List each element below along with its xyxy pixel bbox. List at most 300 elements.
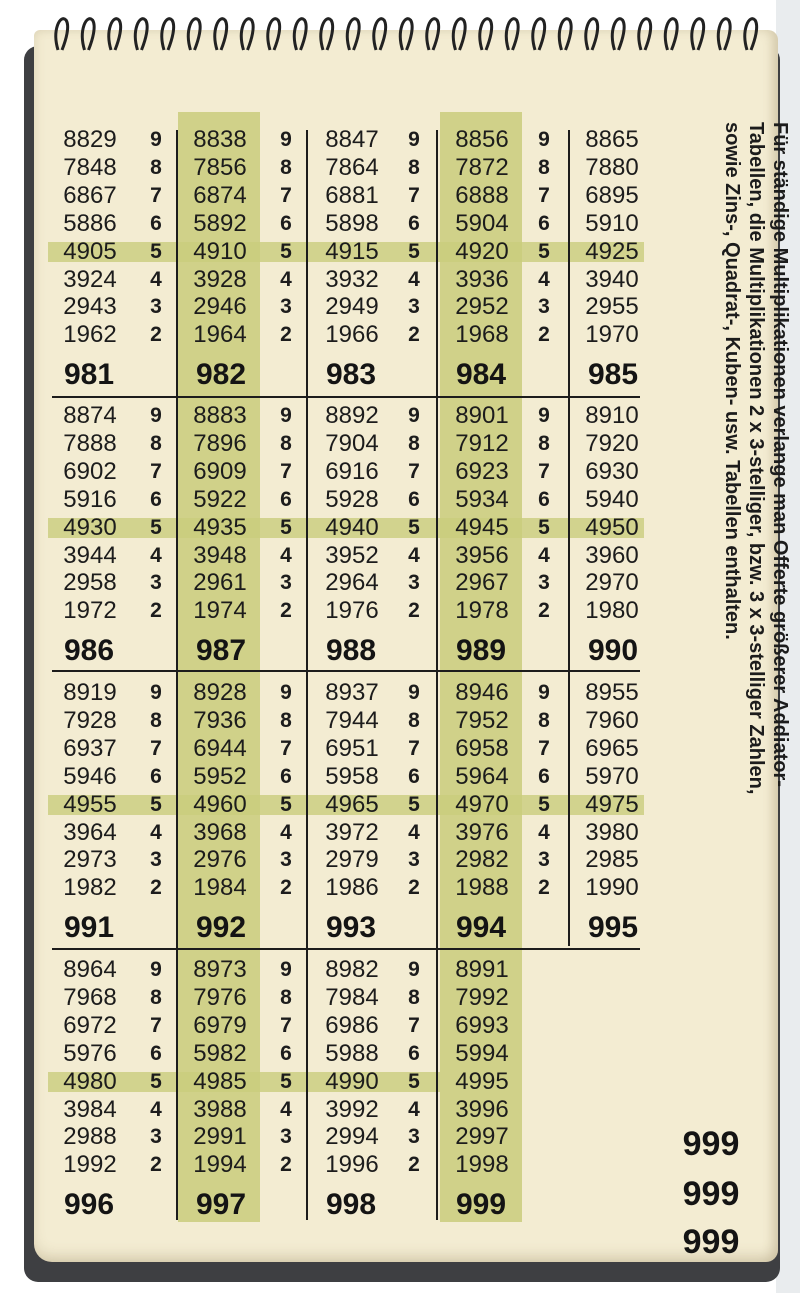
table-cell: 6972 <box>63 1011 117 1039</box>
table-cell: 1974 <box>193 597 247 625</box>
multiplier-label: 4 <box>408 820 420 844</box>
table-cell: 6916 <box>325 457 379 485</box>
table-cell: 3948 <box>193 541 247 569</box>
base-number: 997 <box>195 1188 247 1222</box>
table-cell: 8883 <box>193 402 247 429</box>
table-cell: 1970 <box>585 321 639 349</box>
spiral-ring <box>506 19 518 50</box>
stacked-base-2: 999 <box>682 1175 740 1213</box>
table-cell: 7888 <box>63 429 117 457</box>
table-cell: 7992 <box>455 983 509 1011</box>
column-divider <box>176 130 178 1220</box>
multiplier-label: 2 <box>538 876 550 900</box>
table-cell: 7936 <box>193 706 247 734</box>
multiplier-label: 5 <box>408 515 420 539</box>
table-cell: 3984 <box>63 1095 117 1123</box>
spiral-ring <box>639 19 651 50</box>
multiplier-label: 9 <box>408 128 420 151</box>
table-cell: 6937 <box>63 734 117 762</box>
multiplier-label: 4 <box>150 1097 162 1121</box>
multiplier-label: 4 <box>538 267 550 291</box>
multiplier-label: 5 <box>280 515 292 539</box>
multiplier-label: 9 <box>280 681 292 704</box>
multiplier-label: 3 <box>150 571 162 595</box>
table-cell: 3992 <box>325 1095 379 1123</box>
multiplier-label: 3 <box>538 571 550 595</box>
table-cell: 6909 <box>193 457 247 485</box>
table-cell: 6958 <box>455 734 509 762</box>
multiplier-label: 3 <box>538 848 550 872</box>
base-number: 996 <box>63 1188 115 1222</box>
table-cell: 1978 <box>455 597 509 625</box>
multiplier-label: 8 <box>280 155 292 179</box>
multiplier-label: 8 <box>150 708 162 732</box>
table-cell: 7912 <box>455 429 509 457</box>
table-cell: 7920 <box>585 429 639 457</box>
multiplier-label: 7 <box>538 736 550 760</box>
multiplier-label: 8 <box>280 431 292 455</box>
multiplier-label: 7 <box>280 183 292 207</box>
table-cell: 1990 <box>585 874 639 902</box>
table-cell: 1962 <box>63 321 117 349</box>
base-number: 992 <box>195 911 247 945</box>
multiplier-label: 9 <box>408 958 420 981</box>
table-cell: 4965 <box>325 790 379 818</box>
table-cell: 2967 <box>455 569 509 597</box>
multiplier-label: 3 <box>280 1125 292 1149</box>
table-cell: 1996 <box>325 1151 379 1179</box>
table-cell: 1968 <box>455 321 509 349</box>
multiplier-label: 5 <box>150 515 162 539</box>
multiplier-label: 7 <box>150 459 162 483</box>
multiplier-label: 5 <box>538 239 550 263</box>
spiral-ring <box>427 19 439 50</box>
table-cell: 4985 <box>193 1067 247 1095</box>
column-divider <box>306 130 308 1220</box>
spiral-ring <box>56 19 68 50</box>
spiral-ring <box>268 19 280 50</box>
table-cell: 3928 <box>193 265 247 293</box>
multiplier-label: 8 <box>280 985 292 1009</box>
multiplier-label: 7 <box>150 183 162 207</box>
table-cell: 4910 <box>193 237 247 265</box>
multiplier-label: 3 <box>280 848 292 872</box>
table-cell: 3960 <box>585 541 639 569</box>
table-cell: 3932 <box>325 265 379 293</box>
table-cell: 7968 <box>63 983 117 1011</box>
multiplier-label: 4 <box>280 1097 292 1121</box>
table-cell: 2991 <box>193 1123 247 1151</box>
multiplier-label: 5 <box>408 239 420 263</box>
table-cell: 5970 <box>585 762 639 790</box>
table-cell: 2946 <box>193 293 247 321</box>
spiral-ring <box>692 19 704 50</box>
table-cell: 8973 <box>193 956 247 983</box>
multiplier-label: 9 <box>150 128 162 151</box>
table-cell: 5910 <box>585 209 639 237</box>
multiplier-label: 2 <box>280 1153 292 1177</box>
spiral-ring <box>241 19 253 50</box>
table-cell: 2988 <box>63 1123 117 1151</box>
multiplier-label: 8 <box>538 155 550 179</box>
table-cell: 5940 <box>585 485 639 513</box>
table-cell: 7952 <box>455 706 509 734</box>
table-cell: 1964 <box>193 321 247 349</box>
table-cell: 4935 <box>193 513 247 541</box>
multiplier-label: 6 <box>280 211 292 235</box>
table-cell: 5904 <box>455 209 509 237</box>
multiplier-label: 9 <box>280 958 292 981</box>
table-cell: 4930 <box>63 513 117 541</box>
table-cell: 4950 <box>585 513 639 541</box>
table-cell: 8910 <box>585 402 639 429</box>
base-number: 986 <box>63 634 115 668</box>
table-cell: 4905 <box>63 237 117 265</box>
table-cell: 4925 <box>585 237 639 265</box>
table-cell: 1988 <box>455 874 509 902</box>
table-cell: 6979 <box>193 1011 247 1039</box>
table-cell: 3996 <box>455 1095 509 1123</box>
table-cell: 8838 <box>193 126 247 153</box>
table-cell: 2970 <box>585 569 639 597</box>
column-divider <box>568 130 570 946</box>
table-cell: 8937 <box>325 679 379 706</box>
table-cell: 1976 <box>325 597 379 625</box>
table-cell: 6874 <box>193 181 247 209</box>
table-cell: 1994 <box>193 1151 247 1179</box>
multiplier-label: 2 <box>150 1153 162 1177</box>
multiplier-label: 4 <box>538 543 550 567</box>
table-cell: 2958 <box>63 569 117 597</box>
table-cell: 4975 <box>585 790 639 818</box>
table-cell: 4990 <box>325 1067 379 1095</box>
multiplier-label: 2 <box>280 323 292 347</box>
table-cell: 2961 <box>193 569 247 597</box>
table-cell: 6881 <box>325 181 379 209</box>
multiplier-label: 4 <box>150 820 162 844</box>
table-cell: 8847 <box>325 126 379 153</box>
table-cell: 7960 <box>585 706 639 734</box>
table-cell: 3956 <box>455 541 509 569</box>
base-number: 993 <box>325 911 377 945</box>
multiplier-label: 6 <box>408 764 420 788</box>
multiplier-label: 2 <box>538 323 550 347</box>
multiplier-label: 9 <box>538 681 550 704</box>
table-cell: 3952 <box>325 541 379 569</box>
table-cell: 5928 <box>325 485 379 513</box>
table-cell: 8964 <box>63 956 117 983</box>
table-cell: 6930 <box>585 457 639 485</box>
table-cell: 8856 <box>455 126 509 153</box>
multiplier-label: 3 <box>150 848 162 872</box>
multiplier-label: 5 <box>150 1069 162 1093</box>
spiral-ring <box>400 19 412 50</box>
multiplier-label: 9 <box>538 404 550 427</box>
table-cell: 1992 <box>63 1151 117 1179</box>
table-cell: 1966 <box>325 321 379 349</box>
spiral-binding-icon <box>50 10 770 58</box>
table-cell: 5952 <box>193 762 247 790</box>
multiplier-label: 6 <box>150 487 162 511</box>
multiplier-label: 4 <box>280 267 292 291</box>
base-number: 983 <box>325 358 377 392</box>
spiral-ring <box>718 19 730 50</box>
multiplier-label: 3 <box>408 571 420 595</box>
multiplier-label: 4 <box>280 820 292 844</box>
multiplier-label: 3 <box>408 1125 420 1149</box>
base-number: 998 <box>325 1188 377 1222</box>
table-cell: 2964 <box>325 569 379 597</box>
multiplier-label: 8 <box>408 431 420 455</box>
table-cell: 3940 <box>585 265 639 293</box>
multiplier-label: 3 <box>538 295 550 319</box>
table-cell: 3980 <box>585 818 639 846</box>
multiplier-label: 7 <box>408 736 420 760</box>
multiplier-label: 6 <box>280 487 292 511</box>
table-cell: 8919 <box>63 679 117 706</box>
table-cell: 7864 <box>325 153 379 181</box>
table-cell: 3944 <box>63 541 117 569</box>
spiral-ring <box>745 19 757 50</box>
multiplier-label: 3 <box>150 295 162 319</box>
table-cell: 2997 <box>455 1123 509 1151</box>
multiplier-label: 2 <box>408 599 420 623</box>
spiral-ring <box>188 19 200 50</box>
base-number: 981 <box>63 358 115 392</box>
block-divider <box>52 948 640 950</box>
table-cell: 7944 <box>325 706 379 734</box>
table-cell: 2952 <box>455 293 509 321</box>
table-cell: 4945 <box>455 513 509 541</box>
multiplier-label: 7 <box>280 736 292 760</box>
table-cell: 3924 <box>63 265 117 293</box>
base-number: 994 <box>455 911 507 945</box>
table-cell: 6902 <box>63 457 117 485</box>
multiplier-label: 7 <box>408 459 420 483</box>
table-cell: 8874 <box>63 402 117 429</box>
base-number: 989 <box>455 634 507 668</box>
table-cell: 3988 <box>193 1095 247 1123</box>
table-cell: 6951 <box>325 734 379 762</box>
multiplier-label: 9 <box>150 958 162 981</box>
multiplier-label: 9 <box>408 404 420 427</box>
multiplier-label: 3 <box>280 295 292 319</box>
table-cell: 7984 <box>325 983 379 1011</box>
multiplier-label: 9 <box>150 404 162 427</box>
table-cell: 1980 <box>585 597 639 625</box>
multiplier-label: 7 <box>538 183 550 207</box>
table-cell: 1982 <box>63 874 117 902</box>
table-cell: 6986 <box>325 1011 379 1039</box>
table-cell: 5898 <box>325 209 379 237</box>
table-cell: 7872 <box>455 153 509 181</box>
table-cell: 6965 <box>585 734 639 762</box>
multiplier-label: 8 <box>538 708 550 732</box>
table-cell: 3976 <box>455 818 509 846</box>
table-cell: 5964 <box>455 762 509 790</box>
side-note-line-2: Tabellen, die Multiplikationen 2 x 3-stelliger, bzw. 3 x 3-stelliger Zahlen, <box>745 122 767 795</box>
multiplier-label: 6 <box>150 211 162 235</box>
column-divider <box>436 130 438 1220</box>
table-cell: 8928 <box>193 679 247 706</box>
table-cell: 5892 <box>193 209 247 237</box>
multiplier-label: 4 <box>408 543 420 567</box>
table-cell: 8982 <box>325 956 379 983</box>
base-number: 987 <box>195 634 247 668</box>
multiplier-label: 9 <box>280 128 292 151</box>
table-cell: 1984 <box>193 874 247 902</box>
multiplier-label: 8 <box>150 431 162 455</box>
multiplier-label: 5 <box>150 792 162 816</box>
multiplier-label: 5 <box>538 515 550 539</box>
table-cell: 5946 <box>63 762 117 790</box>
base-number: 988 <box>325 634 377 668</box>
base-number: 995 <box>587 911 639 945</box>
table-cell: 8946 <box>455 679 509 706</box>
spiral-ring <box>347 19 359 50</box>
multiplier-label: 7 <box>150 736 162 760</box>
stacked-base-3: 999 <box>682 1223 740 1261</box>
table-cell: 4915 <box>325 237 379 265</box>
table-cell: 3936 <box>455 265 509 293</box>
table-cell: 7928 <box>63 706 117 734</box>
multiplier-label: 3 <box>408 295 420 319</box>
base-number: 991 <box>63 911 115 945</box>
spiral-ring <box>162 19 174 50</box>
multiplier-label: 2 <box>150 323 162 347</box>
spiral-ring <box>586 19 598 50</box>
base-number: 990 <box>587 634 639 668</box>
multiplier-label: 7 <box>280 1013 292 1037</box>
base-number: 999 <box>455 1188 507 1222</box>
multiplier-label: 2 <box>408 1153 420 1177</box>
table-cell: 2985 <box>585 846 639 874</box>
spiral-ring <box>453 19 465 50</box>
table-cell: 4955 <box>63 790 117 818</box>
base-number: 982 <box>195 358 247 392</box>
side-note-line-1: Für ständige Multiplikationen verlange man Offerte größerer Addiator- <box>769 122 791 787</box>
table-cell: 5916 <box>63 485 117 513</box>
multiplier-label: 8 <box>280 708 292 732</box>
spiral-ring <box>294 19 306 50</box>
table-cell: 2943 <box>63 293 117 321</box>
multiplier-label: 3 <box>150 1125 162 1149</box>
table-cell: 2955 <box>585 293 639 321</box>
base-number: 985 <box>587 358 639 392</box>
table-cell: 1986 <box>325 874 379 902</box>
table-cell: 7856 <box>193 153 247 181</box>
table-cell: 5988 <box>325 1039 379 1067</box>
multiplier-label: 4 <box>280 543 292 567</box>
spiral-ring <box>109 19 121 50</box>
multiplier-label: 3 <box>408 848 420 872</box>
multiplier-label: 4 <box>150 267 162 291</box>
multiplier-label: 2 <box>408 876 420 900</box>
table-cell: 3964 <box>63 818 117 846</box>
multiplier-label: 6 <box>280 764 292 788</box>
multiplier-label: 2 <box>280 876 292 900</box>
table-cell: 5958 <box>325 762 379 790</box>
base-number: 984 <box>455 358 507 392</box>
table-cell: 4980 <box>63 1067 117 1095</box>
table-cell: 1998 <box>455 1151 509 1179</box>
multiplier-label: 4 <box>408 1097 420 1121</box>
multiplier-label: 6 <box>280 1041 292 1065</box>
multiplier-label: 7 <box>150 1013 162 1037</box>
table-cell: 6888 <box>455 181 509 209</box>
multiplier-label: 9 <box>408 681 420 704</box>
spiral-ring <box>135 19 147 50</box>
multiplier-label: 2 <box>280 599 292 623</box>
table-cell: 8865 <box>585 126 639 153</box>
table-cell: 2973 <box>63 846 117 874</box>
multiplier-label: 2 <box>150 876 162 900</box>
table-cell: 8892 <box>325 402 379 429</box>
spiral-ring <box>480 19 492 50</box>
table-cell: 5922 <box>193 485 247 513</box>
multiplier-label: 8 <box>538 431 550 455</box>
table-cell: 5934 <box>455 485 509 513</box>
multiplier-label: 2 <box>538 599 550 623</box>
table-cell: 4995 <box>455 1067 509 1095</box>
stacked-base-1: 999 <box>682 1125 740 1163</box>
multiplier-label: 8 <box>408 985 420 1009</box>
table-cell: 6895 <box>585 181 639 209</box>
multiplier-label: 5 <box>280 1069 292 1093</box>
table-cell: 8901 <box>455 402 509 429</box>
table-cell: 6944 <box>193 734 247 762</box>
multiplier-label: 3 <box>280 571 292 595</box>
table-cell: 2982 <box>455 846 509 874</box>
table-cell: 8955 <box>585 679 639 706</box>
multiplier-label: 2 <box>150 599 162 623</box>
multiplier-label: 8 <box>150 985 162 1009</box>
multiplier-label: 6 <box>408 1041 420 1065</box>
table-cell: 5976 <box>63 1039 117 1067</box>
table-cell: 6923 <box>455 457 509 485</box>
multiplier-label: 6 <box>150 764 162 788</box>
table-cell: 5886 <box>63 209 117 237</box>
spiral-ring <box>82 19 94 50</box>
side-note-line-3: sowie Zins-, Quadrat-, Kuben- usw. Tabellen enthalten. <box>721 122 743 640</box>
table-cell: 2979 <box>325 846 379 874</box>
table-cell: 2994 <box>325 1123 379 1151</box>
spiral-ring <box>374 19 386 50</box>
table-cell: 2949 <box>325 293 379 321</box>
multiplier-label: 5 <box>280 239 292 263</box>
multiplier-label: 6 <box>150 1041 162 1065</box>
block-divider <box>52 396 640 398</box>
table-cell: 4940 <box>325 513 379 541</box>
table-cell: 4970 <box>455 790 509 818</box>
table-cell: 4960 <box>193 790 247 818</box>
table-cell: 5994 <box>455 1039 509 1067</box>
table-cell: 7848 <box>63 153 117 181</box>
spiral-ring <box>321 19 333 50</box>
multiplier-label: 4 <box>150 543 162 567</box>
multiplier-label: 9 <box>280 404 292 427</box>
multiplier-label: 5 <box>408 792 420 816</box>
table-cell: 7880 <box>585 153 639 181</box>
table-cell: 7896 <box>193 429 247 457</box>
spiral-ring <box>559 19 571 50</box>
table-cell: 6993 <box>455 1011 509 1039</box>
spiral-ring <box>612 19 624 50</box>
multiplier-label: 8 <box>150 155 162 179</box>
table-cell: 1972 <box>63 597 117 625</box>
multiplier-label: 6 <box>538 487 550 511</box>
multiplier-label: 8 <box>408 708 420 732</box>
